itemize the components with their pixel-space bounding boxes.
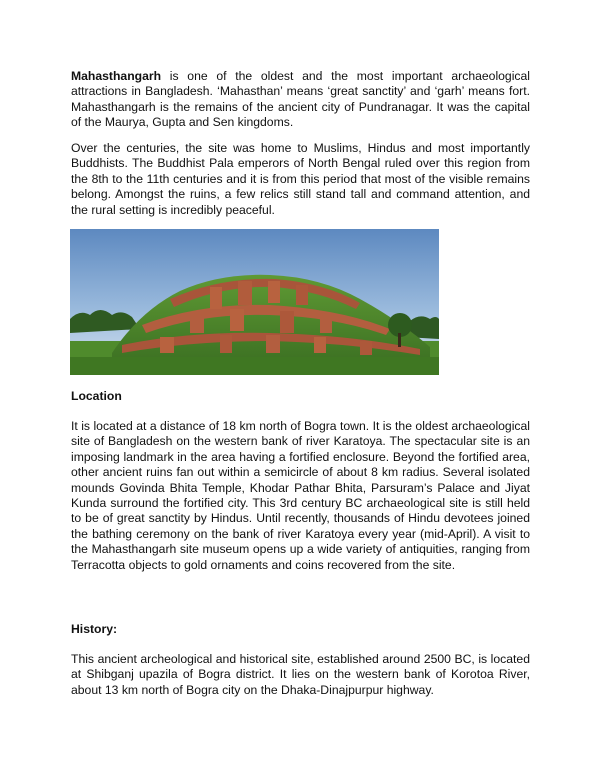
intro-paragraph <box>71 69 530 131</box>
history-paragraph: This ancient archeological and historical site, established around 2500 BC, is located at Shibganj upazila of Bogra district. It lies on the western bank of Korotoa River, about 13 km north of Bogra city on the Dhaka-Dinajpurpur highway. <box>71 652 530 697</box>
location-paragraph: It is located at a distance of 18 km north of Bogra town. It is the oldest archaeological site of Bangladesh on the western bank of river Karatoya. The spectacular site is an imposing landmark in the area having a fortified enclosure. Beyond the fortified area, other ancient ruins fan out within a semicircle of about 8 km radius. Several isolated mounds Govinda Bhita Temple, Khodar Pathar Bhita, Parsuram’s Palace and Jiyat Kunda surround the fortified city. This 3rd century BC archaeological site is still held to be of great sanctity by Hindus. Until recently, thousands of Hindu devotees joined the bathing ceremony on the bank of river Karatoya every year (mid-April). A visit to the Mahasthangarh site museum opens up a wide variety of antiquities, ranging from Terracotta objects to gold ornaments and coins recovered from the site. <box>71 419 530 572</box>
intro-lead: Mahasthangarh <box>71 69 162 83</box>
history-heading: History: <box>71 622 118 636</box>
intro-text: is one of the oldest and the most important archaeological attractions in Bangladesh. ‘Mahasthan’ means ‘great sanctity’ and ‘garh’ means fort. Mahasthangarh is the remains of the ancient city of Pundranagar. It was the capital of the Maurya, Gupta and Sen kingdoms. <box>71 69 530 130</box>
location-heading: Location <box>71 389 122 403</box>
mahasthangarh-ruins-photo <box>70 229 439 375</box>
history-intro-paragraph: Over the centuries, the site was home to Muslims, Hindus and most importantly Buddhists. The Buddhist Pala emperors of North Bengal ruled over this region from the 8th to the 11th centuries and it is from this period that most of the visible remains belong. Amongst the ruins, a few relics still stand tall and command attention, and the rural setting is incredibly peaceful. <box>71 141 530 217</box>
